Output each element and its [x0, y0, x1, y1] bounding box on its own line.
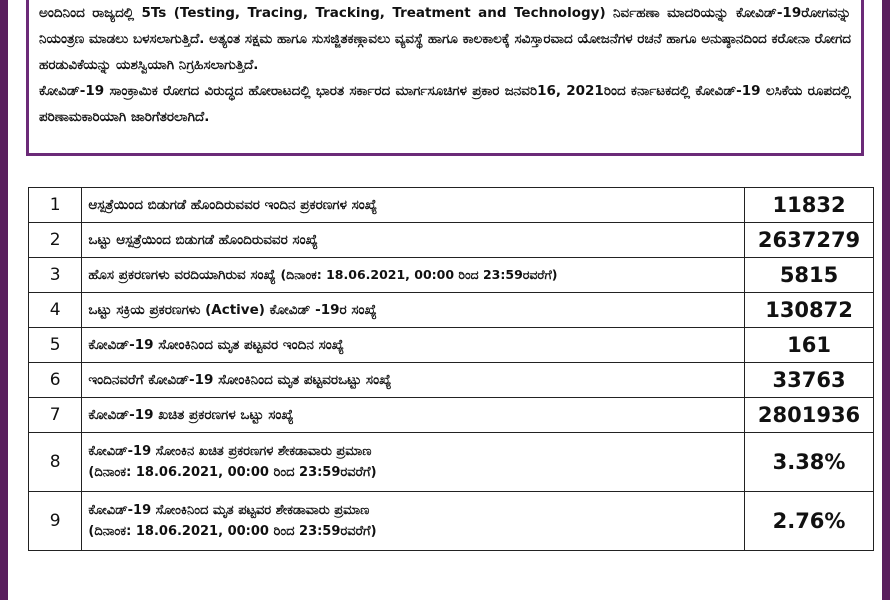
row-description-main: ಹೊಸ ಪ್ರಕರಣಗಳು ವರದಿಯಾಗಿರುವ ಸಂಖ್ಯೆ [88, 267, 276, 283]
row-value: 130872 [745, 293, 874, 328]
row-number: 5 [29, 328, 82, 363]
statistics-table [28, 187, 874, 551]
row-description: ಒಟ್ಟು ಸಕ್ರಿಯ ಪ್ರಕರಣಗಳು (Active) ಕೋವಿಡ್ -19ರ ಸಂಖ್ಯೆ [82, 293, 745, 328]
row-number: 9 [29, 492, 82, 551]
row-value: 3.38% [745, 433, 874, 492]
table-row [29, 223, 874, 258]
row-description: ಕೋವಿಡ್-19 ಸೋಂಕಿನಿಂದ ಮೃತ ಪಟ್ಟವರ ಇಂದಿನ ಸಂಖ್ಯೆ [82, 328, 745, 363]
row-value: 11832 [745, 188, 874, 223]
row-number: 1 [29, 188, 82, 223]
row-number: 8 [29, 433, 82, 492]
row-description: ಕೋವಿಡ್-19 ಖಚಿತ ಪ್ರಕರಣಗಳ ಒಟ್ಟು ಸಂಖ್ಯೆ [82, 398, 745, 433]
intro-paragraph-2: ಕೋವಿಡ್-19 ಸಾಂಕ್ರಾಮಿಕ ರೋಗದ ವಿರುದ್ಧದ ಹೋರಾಟದಲ್ಲಿ ಭಾರತ ಸರ್ಕಾರದ ಮಾರ್ಗಸೂಚಿಗಳ ಪ್ರಕಾರ ಜನವರಿ16, 2021ರಿಂದ ಕರ್ನಾಟಕದಲ್ಲಿ ಕೋವಿಡ್-19 ಲಸಿಕೆಯ ರೂಪದಲ್ಲಿ ಪರಿಣಾಮಕಾರಿಯಾಗಿ ಜಾರಿಗೆತರಲಾಗಿದೆ. [39, 83, 851, 125]
table-row [29, 258, 874, 293]
row-description-date: (ದಿನಾಂಕ: 18.06.2021, 00:00 ರಿಂದ 23:59ರವರೆಗೆ) [88, 465, 377, 480]
table-row [29, 363, 874, 398]
row-description: ಒಟ್ಟು ಆಸ್ಪತ್ರೆಯಿಂದ ಬಿಡುಗಡೆ ಹೊಂದಿರುವವರ ಸಂಖ್ಯೆ [82, 223, 745, 258]
row-value: 2.76% [745, 492, 874, 551]
row-description-main: ಕೋವಿಡ್-19 ಸೋಂಕಿನಿಂದ ಮೃತ ಪಟ್ಟವರ ಶೇಕಡಾವಾರು ಪ್ರಮಾಣ [88, 503, 370, 518]
row-value: 161 [745, 328, 874, 363]
intro-paragraph-1: ಅಂದಿನಿಂದ ರಾಜ್ಯದಲ್ಲಿ 5Ts (Testing, Tracing, Tracking, Treatment and Technology) ನಿರ್ವಹಣಾ ಮಾದರಿಯನ್ನು ಕೋವಿಡ್-19ರೋಗವನ್ನು ನಿಯಂತ್ರಣ ಮಾಡಲು ಬಳಸಲಾಗುತ್ತಿದೆ. ಅತ್ಯಂತ ಸಕ್ಷಮ ಹಾಗೂ ಸುಸಜ್ಜಿತಕಣ್ಗಾವಲು ವ್ಯವಸ್ಥೆ ಹಾಗೂ ಕಾಲಕಾಲಕ್ಕೆ ಸವಿಸ್ತಾರವಾದ ಯೋಜನೆಗಳ ರಚನೆ ಹಾಗೂ ಅನುಷ್ಠಾನದಿಂದ ಕರೋನಾ ರೋಗದ ಹರಡುವಿಕೆಯನ್ನು ಯಶಸ್ವಿಯಾಗಿ ನಿಗ್ರಹಿಸಲಾಗುತ್ತಿದೆ. [39, 5, 851, 73]
row-description-date: (ದಿನಾಂಕ: 18.06.2021, 00:00 ರಿಂದ 23:59ರವರೆಗೆ) [88, 524, 377, 539]
row-description: ಇಂದಿನವರೆಗೆ ಕೋವಿಡ್-19 ಸೋಂಕಿನಿಂದ ಮೃತ ಪಟ್ಟವರಒಟ್ಟು ಸಂಖ್ಯೆ [82, 363, 745, 398]
table-row [29, 433, 874, 492]
row-number: 3 [29, 258, 82, 293]
row-number: 2 [29, 223, 82, 258]
row-description [82, 258, 745, 293]
table-row [29, 328, 874, 363]
row-value: 33763 [745, 363, 874, 398]
row-value: 2801936 [745, 398, 874, 433]
table-row [29, 293, 874, 328]
row-number: 6 [29, 363, 82, 398]
row-description-main: ಕೋವಿಡ್-19 ಸೋಂಕಿನ ಖಚಿತ ಪ್ರಕರಣಗಳ ಶೇಕಡಾವಾರು ಪ್ರಮಾಣ [88, 444, 372, 459]
row-number: 7 [29, 398, 82, 433]
row-description: ಆಸ್ಪತ್ರೆಯಿಂದ ಬಿಡುಗಡೆ ಹೊಂದಿರುವವರ ಇಂದಿನ ಪ್ರಕರಣಗಳ ಸಂಖ್ಯೆ [82, 188, 745, 223]
table-row [29, 398, 874, 433]
row-description [82, 492, 745, 551]
row-value: 2637279 [745, 223, 874, 258]
table-row [29, 492, 874, 551]
row-description-date: (ದಿನಾಂಕ: 18.06.2021, 00:00 ರಿಂದ 23:59ರವರೆಗೆ) [280, 267, 558, 282]
table-row [29, 188, 874, 223]
row-number: 4 [29, 293, 82, 328]
row-description [82, 433, 745, 492]
row-value: 5815 [745, 258, 874, 293]
intro-box [26, 0, 864, 156]
